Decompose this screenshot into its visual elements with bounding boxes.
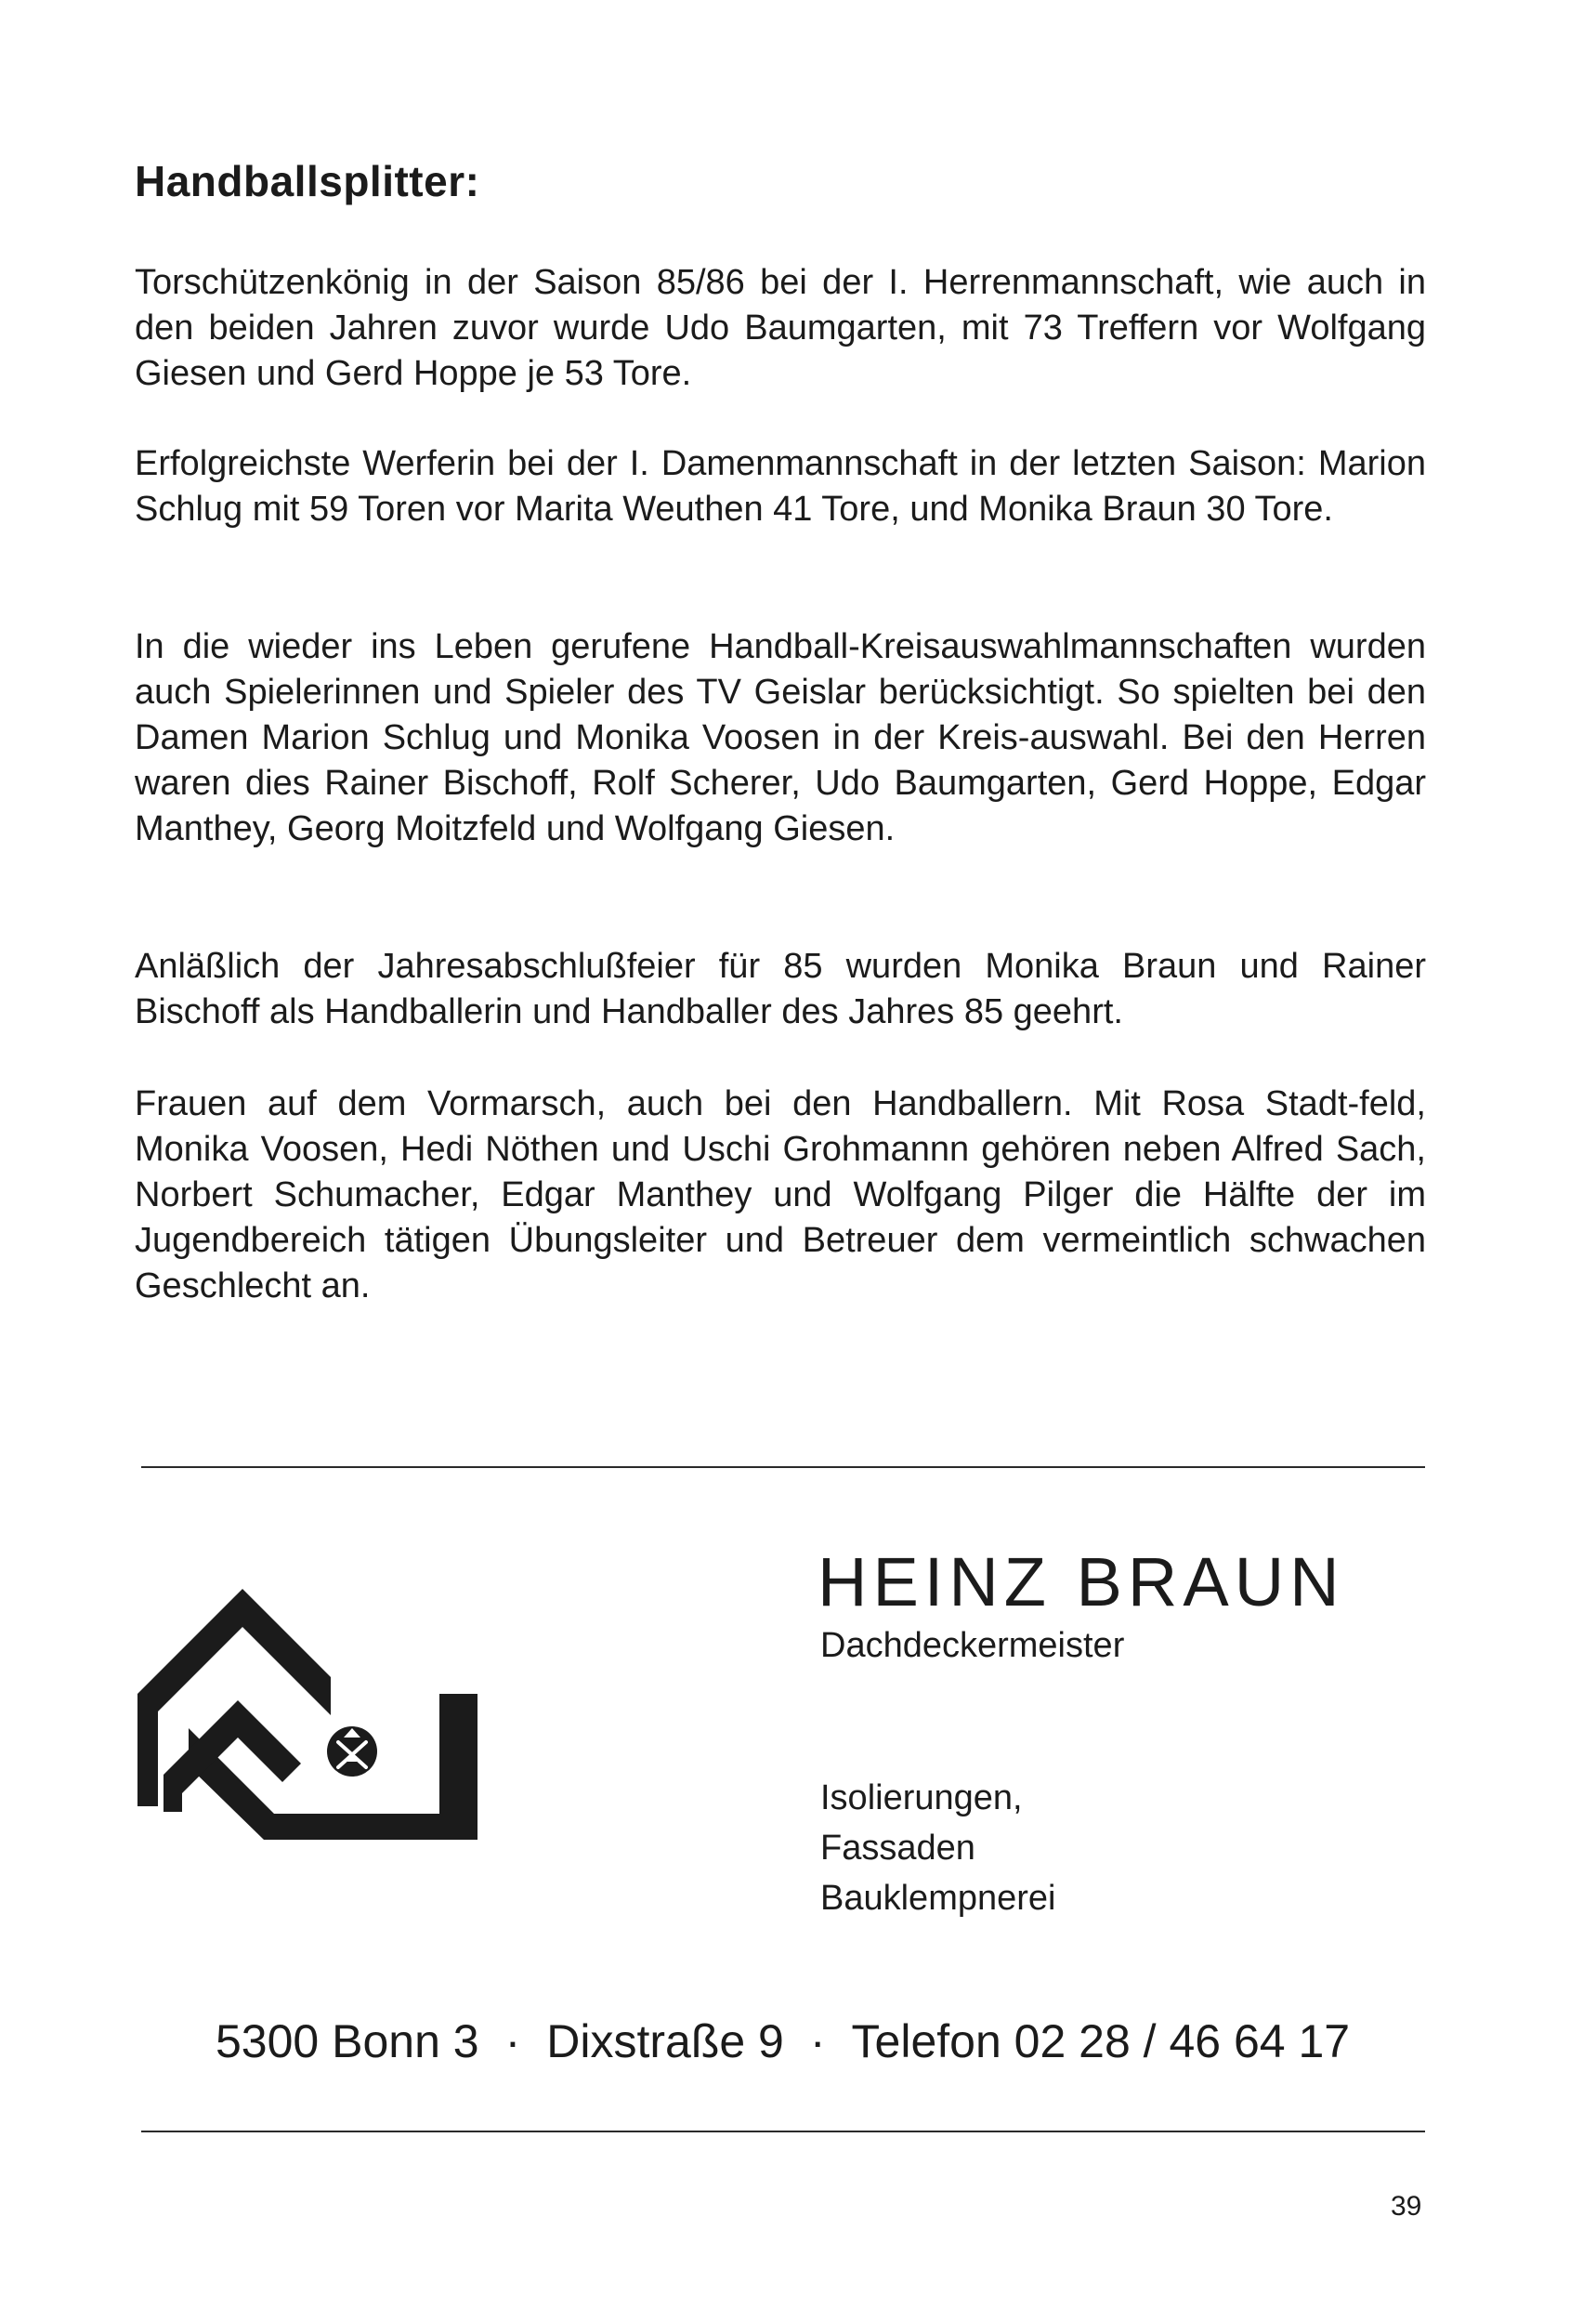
contact-line	[216, 2014, 1350, 2068]
company-name: HEINZ BRAUN	[818, 1543, 1345, 1620]
roofer-house-icon	[137, 1570, 477, 1840]
contact-separator: ·	[809, 2015, 826, 2067]
ad-bottom-divider	[141, 2131, 1425, 2132]
contact-separator: ·	[504, 2015, 521, 2067]
article-paragraph-2: Erfolgreichste Werferin bei der I. Damenmannschaft in der letzten Saison: Marion Schlug mit 59 Toren vor Marita Weuthen 41 Tore, und Monika Braun 30 Tore.	[135, 444, 1426, 529]
contact-address: 5300 Bonn 3	[216, 2015, 479, 2067]
services-list	[820, 1773, 1055, 1923]
company-profession: Dachdeckermeister	[820, 1626, 1125, 1665]
article-heading: Handballsplitter:	[135, 157, 480, 205]
article-paragraph-1: Torschützenkönig in der Saison 85/86 bei der I. Herrenmannschaft, wie auch in den beiden Jahren zuvor wurde Udo Baumgarten, mit 73 Treffern vor Wolfgang Giesen und Gerd Hoppe je 53 Tore.	[135, 263, 1426, 393]
contact-street: Dixstraße 9	[546, 2015, 784, 2067]
ad-top-divider	[141, 1466, 1425, 1468]
article-paragraph-5: Frauen auf dem Vormarsch, auch bei den Handballern. Mit Rosa Stadt-feld, Monika Voosen, Hedi Nöthen und Uschi Grohmannn gehören neben Alfred Sach, Norbert Schumacher, Edgar Manthey und Wolfgang Pilger die Hälfte der im Jugendbereich tätigen Übungsleiter und Betreuer dem vermeintlich schwachen Geschlecht an.	[135, 1084, 1426, 1305]
contact-phone: Telefon 02 28 / 46 64 17	[851, 2015, 1351, 2067]
page-number: 39	[1391, 2191, 1422, 2222]
service-item: Fassaden	[820, 1829, 975, 1868]
article-paragraph-4: Anläßlich der Jahresabschlußfeier für 85 wurden Monika Braun und Rainer Bischoff als Handballerin und Handballer des Jahres 85 geehrt.	[135, 947, 1426, 1031]
service-item: Bauklempnerei	[820, 1879, 1056, 1918]
service-item: Isolierungen,	[820, 1778, 1023, 1817]
article-paragraph-3: In die wieder ins Leben gerufene Handball-Kreisauswahlmannschaften wurden auch Spielerinnen und Spieler des TV Geislar berücksichtigt. So spielten bei den Damen Marion Schlug und Monika Voosen in der Kreis-auswahl. Bei den Herren waren dies Rainer Bischoff, Rolf Scherer, Udo Baumgarten, Gerd Hoppe, Edgar Manthey, Georg Moitzfeld und Wolfgang Giesen.	[135, 627, 1426, 848]
